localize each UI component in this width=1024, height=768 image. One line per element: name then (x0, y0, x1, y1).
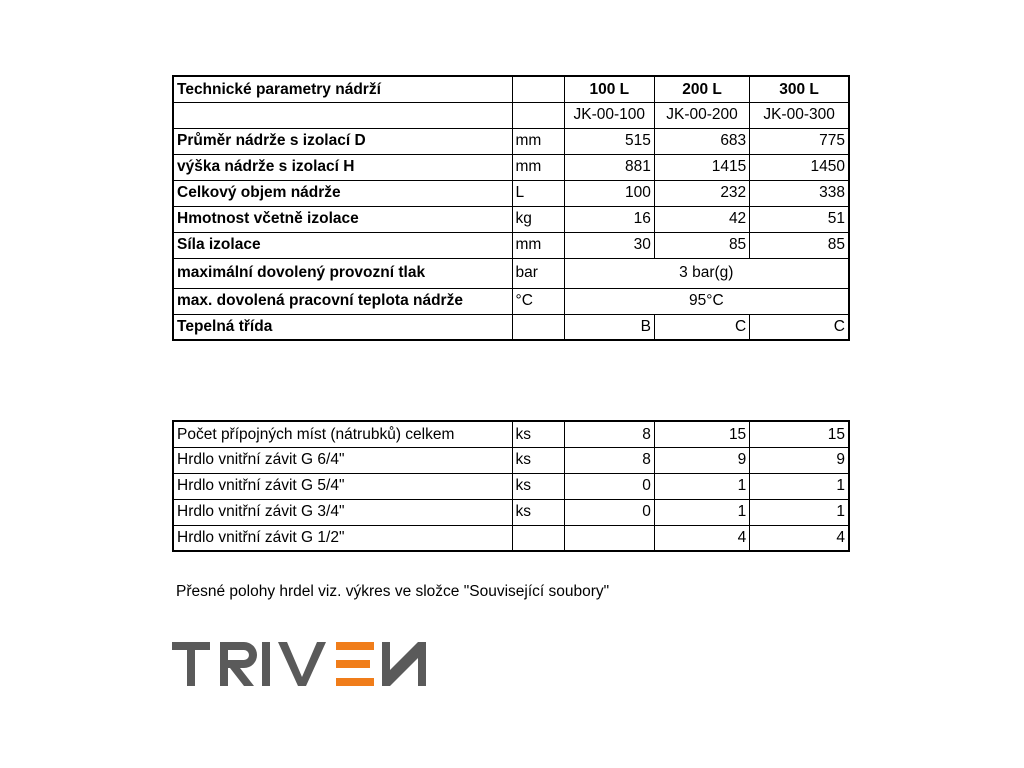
volume-300-header: 300 L (750, 76, 849, 102)
row-unit: ks (512, 499, 564, 525)
value-cell: 1450 (750, 154, 849, 180)
value-cell: 515 (564, 128, 654, 154)
value-cell: B (564, 314, 654, 340)
product-code: JK-00-200 (654, 102, 749, 128)
value-cell: 338 (750, 180, 849, 206)
value-cell: 30 (564, 232, 654, 258)
temperature-value: 95°C (564, 288, 849, 314)
value-cell: 0 (564, 473, 654, 499)
value-cell: 1 (654, 473, 749, 499)
row-unit (512, 525, 564, 551)
row-label: Tepelná třída (173, 314, 512, 340)
unit-header (512, 76, 564, 102)
table-row (173, 421, 849, 447)
row-unit: ks (512, 447, 564, 473)
value-cell: 683 (654, 128, 749, 154)
table-row (173, 447, 849, 473)
connection-note: Přesné polohy hrdel viz. výkres ve složce "Související soubory" (176, 583, 610, 600)
row-label: Síla izolace (173, 232, 512, 258)
volume-200-header: 200 L (654, 76, 749, 102)
value-cell: 232 (654, 180, 749, 206)
row-label: Průměr nádrže s izolací D (173, 128, 512, 154)
value-cell: 1 (654, 499, 749, 525)
table-row (173, 154, 849, 180)
pressure-row (173, 258, 849, 288)
value-cell: C (654, 314, 749, 340)
table-row (173, 128, 849, 154)
row-label: Celkový objem nádrže (173, 180, 512, 206)
row-label: Hrdlo vnitřní závit G 6/4" (173, 447, 512, 473)
row-label: Hrdlo vnitřní závit G 5/4" (173, 473, 512, 499)
empty-cell (512, 102, 564, 128)
value-cell: 881 (564, 154, 654, 180)
value-cell: 775 (750, 128, 849, 154)
value-cell: 85 (750, 232, 849, 258)
value-cell: 1 (750, 473, 849, 499)
empty-cell (173, 102, 512, 128)
value-cell: 100 (564, 180, 654, 206)
volume-100-header: 100 L (564, 76, 654, 102)
row-label: výška nádrže s izolací H (173, 154, 512, 180)
row-label: Hrdlo vnitřní závit G 1/2" (173, 525, 512, 551)
pressure-value: 3 bar(g) (564, 258, 849, 288)
row-unit: L (512, 180, 564, 206)
product-code: JK-00-300 (750, 102, 849, 128)
value-cell: 9 (654, 447, 749, 473)
table-row (173, 232, 849, 258)
table-row (173, 525, 849, 551)
row-unit (512, 314, 564, 340)
row-unit: ks (512, 421, 564, 447)
value-cell: 4 (750, 525, 849, 551)
value-cell: 51 (750, 206, 849, 232)
triven-logo (172, 640, 464, 693)
row-unit: bar (512, 258, 564, 288)
row-label: Hmotnost včetně izolace (173, 206, 512, 232)
tank-parameters-table (172, 75, 850, 341)
row-unit: ks (512, 473, 564, 499)
value-cell: 15 (654, 421, 749, 447)
temperature-row (173, 288, 849, 314)
value-cell: 1415 (654, 154, 749, 180)
row-unit: kg (512, 206, 564, 232)
row-label: Hrdlo vnitřní závit G 3/4" (173, 499, 512, 525)
table-header-row (173, 76, 849, 102)
row-unit: °C (512, 288, 564, 314)
value-cell: 1 (750, 499, 849, 525)
value-cell: 9 (750, 447, 849, 473)
table-row (173, 473, 849, 499)
heat-class-row (173, 314, 849, 340)
table-row (173, 206, 849, 232)
value-cell: 0 (564, 499, 654, 525)
value-cell (564, 525, 654, 551)
value-cell: 85 (654, 232, 749, 258)
value-cell: 4 (654, 525, 749, 551)
value-cell: 8 (564, 447, 654, 473)
product-code: JK-00-100 (564, 102, 654, 128)
table-row (173, 180, 849, 206)
table-title: Technické parametry nádrží (173, 76, 512, 102)
connections-table (172, 420, 850, 552)
value-cell: C (750, 314, 849, 340)
value-cell: 42 (654, 206, 749, 232)
row-unit: mm (512, 232, 564, 258)
row-unit: mm (512, 154, 564, 180)
value-cell: 15 (750, 421, 849, 447)
row-label: max. dovolená pracovní teplota nádrže (173, 288, 512, 314)
table-row (173, 499, 849, 525)
row-unit: mm (512, 128, 564, 154)
value-cell: 8 (564, 421, 654, 447)
product-code-row (173, 102, 849, 128)
value-cell: 16 (564, 206, 654, 232)
row-label: Počet přípojných míst (nátrubků) celkem (173, 421, 512, 447)
row-label: maximální dovolený provozní tlak (173, 258, 512, 288)
